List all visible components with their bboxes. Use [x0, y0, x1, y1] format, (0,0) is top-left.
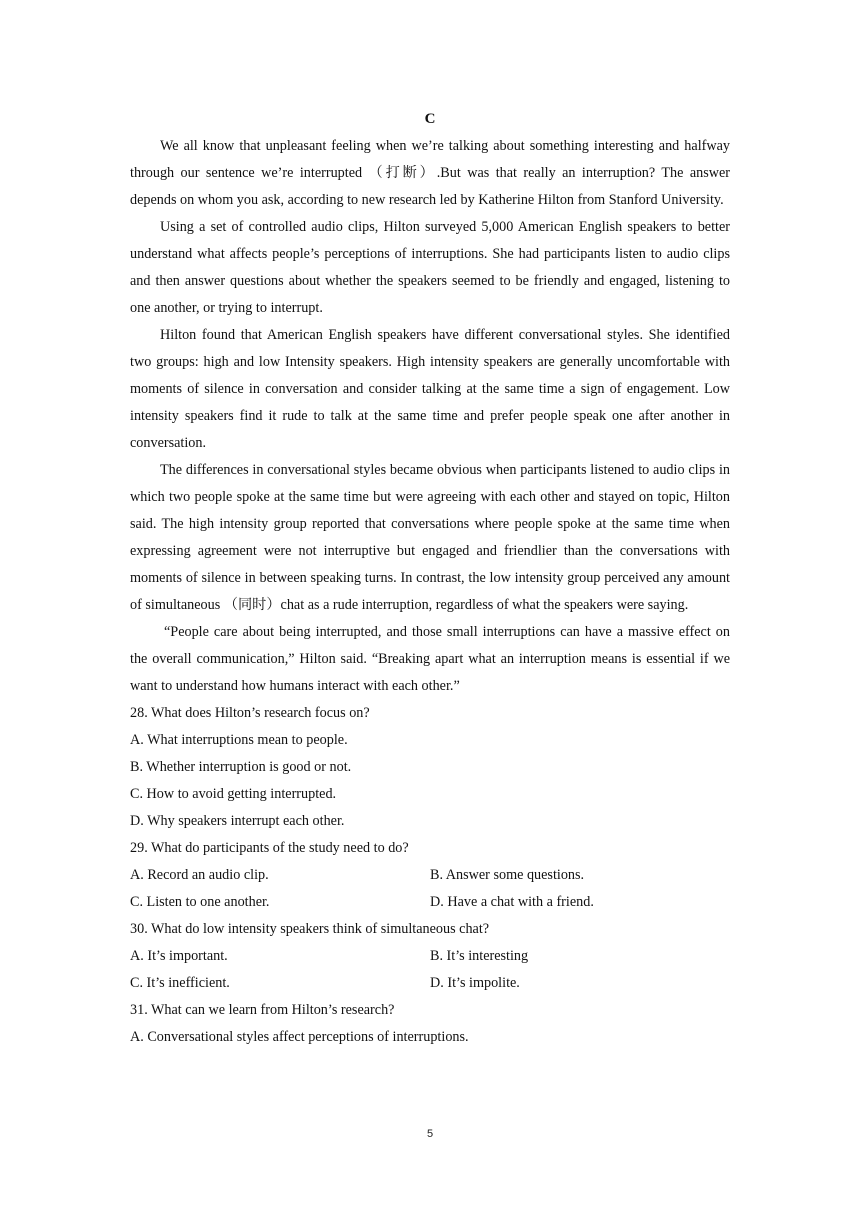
- paragraph-2: Using a set of controlled audio clips, Hilton surveyed 5,000 American English speakers to better understand what affects people’s perceptions of interruptions. She had participants listen to audio clips and then answer questions about whether the speakers seemed to be friendly and engaged, listening to one another, or trying to interrupt.: [130, 219, 730, 316]
- option-d: D. Have a chat with a friend.: [430, 894, 594, 910]
- paragraph-4: The differences in conversational styles became obvious when participants listened to audio clips in which two people spoke at the same time but were agreeing with each other and stayed on topic, Hilton said. The high intensity group reported that conversations where people spoke at the same time when expressing agreement were not interruptive but engaged and friendlier than the conversations with moments of silence in between speaking turns. In contrast, the low intensity group perceived any amount of simultaneous （同时）chat as a rude interruption, regardless of what the speakers were saying.: [130, 462, 730, 613]
- paragraph-1: We all know that unpleasant feeling when we’re talking about something interesting and halfway through our sentence we’re interrupted （打断）.But was that really an interruption? The answer depends on whom you ask, according to new research led by Katherine Hilton from Stanford University.: [130, 138, 730, 208]
- option-b: B. Answer some questions.: [430, 867, 585, 883]
- option-a: A. Record an audio clip.: [130, 867, 269, 883]
- option-d: D. It’s impolite.: [430, 975, 520, 991]
- question-stem: 28. What does Hilton’s research focus on?: [130, 705, 370, 721]
- option-c: C. Listen to one another.: [130, 894, 270, 910]
- question-stem: 29. What do participants of the study need to do?: [130, 840, 409, 856]
- option-b: B. It’s interesting: [430, 948, 529, 964]
- option-row: [130, 970, 730, 997]
- option-a: A. Conversational styles affect perceptions of interruptions.: [130, 1029, 469, 1045]
- option-row: [130, 943, 730, 970]
- page-number: 5: [426, 1128, 434, 1140]
- option-row: [130, 889, 730, 916]
- question-29: [130, 835, 730, 916]
- paragraph-3: Hilton found that American English speakers have different conversational styles. She identified two groups: high and low Intensity speakers. High intensity speakers are generally uncomfortable with moments of silence in conversation and consider talking at the same time a sign of engagement. Low intensity speakers find it rude to talk at the same time and prefer people speak one after another in conversation.: [130, 327, 730, 451]
- option-c: C. How to avoid getting interrupted.: [130, 786, 337, 802]
- option-c: C. It’s inefficient.: [130, 975, 230, 991]
- question-30: [130, 916, 730, 997]
- option-d: D. Why speakers interrupt each other.: [130, 813, 345, 829]
- question-stem: 31. What can we learn from Hilton’s research?: [130, 1002, 395, 1018]
- paragraph-5: “People care about being interrupted, and those small interruptions can have a massive effect on the overall communication,” Hilton said. “Breaking apart what an interruption means is essential if we want to understand how humans interact with each other.”: [130, 624, 730, 694]
- option-a: A. What interruptions mean to people.: [130, 732, 348, 748]
- question-stem: 30. What do low intensity speakers think of simultaneous chat?: [130, 921, 490, 937]
- section-heading: C: [424, 111, 436, 127]
- option-b: B. Whether interruption is good or not.: [130, 759, 352, 775]
- option-row: [130, 862, 730, 889]
- question-31: [130, 997, 730, 1051]
- document-body: [130, 106, 730, 1051]
- question-28: [130, 700, 730, 835]
- option-a: A. It’s important.: [130, 948, 228, 964]
